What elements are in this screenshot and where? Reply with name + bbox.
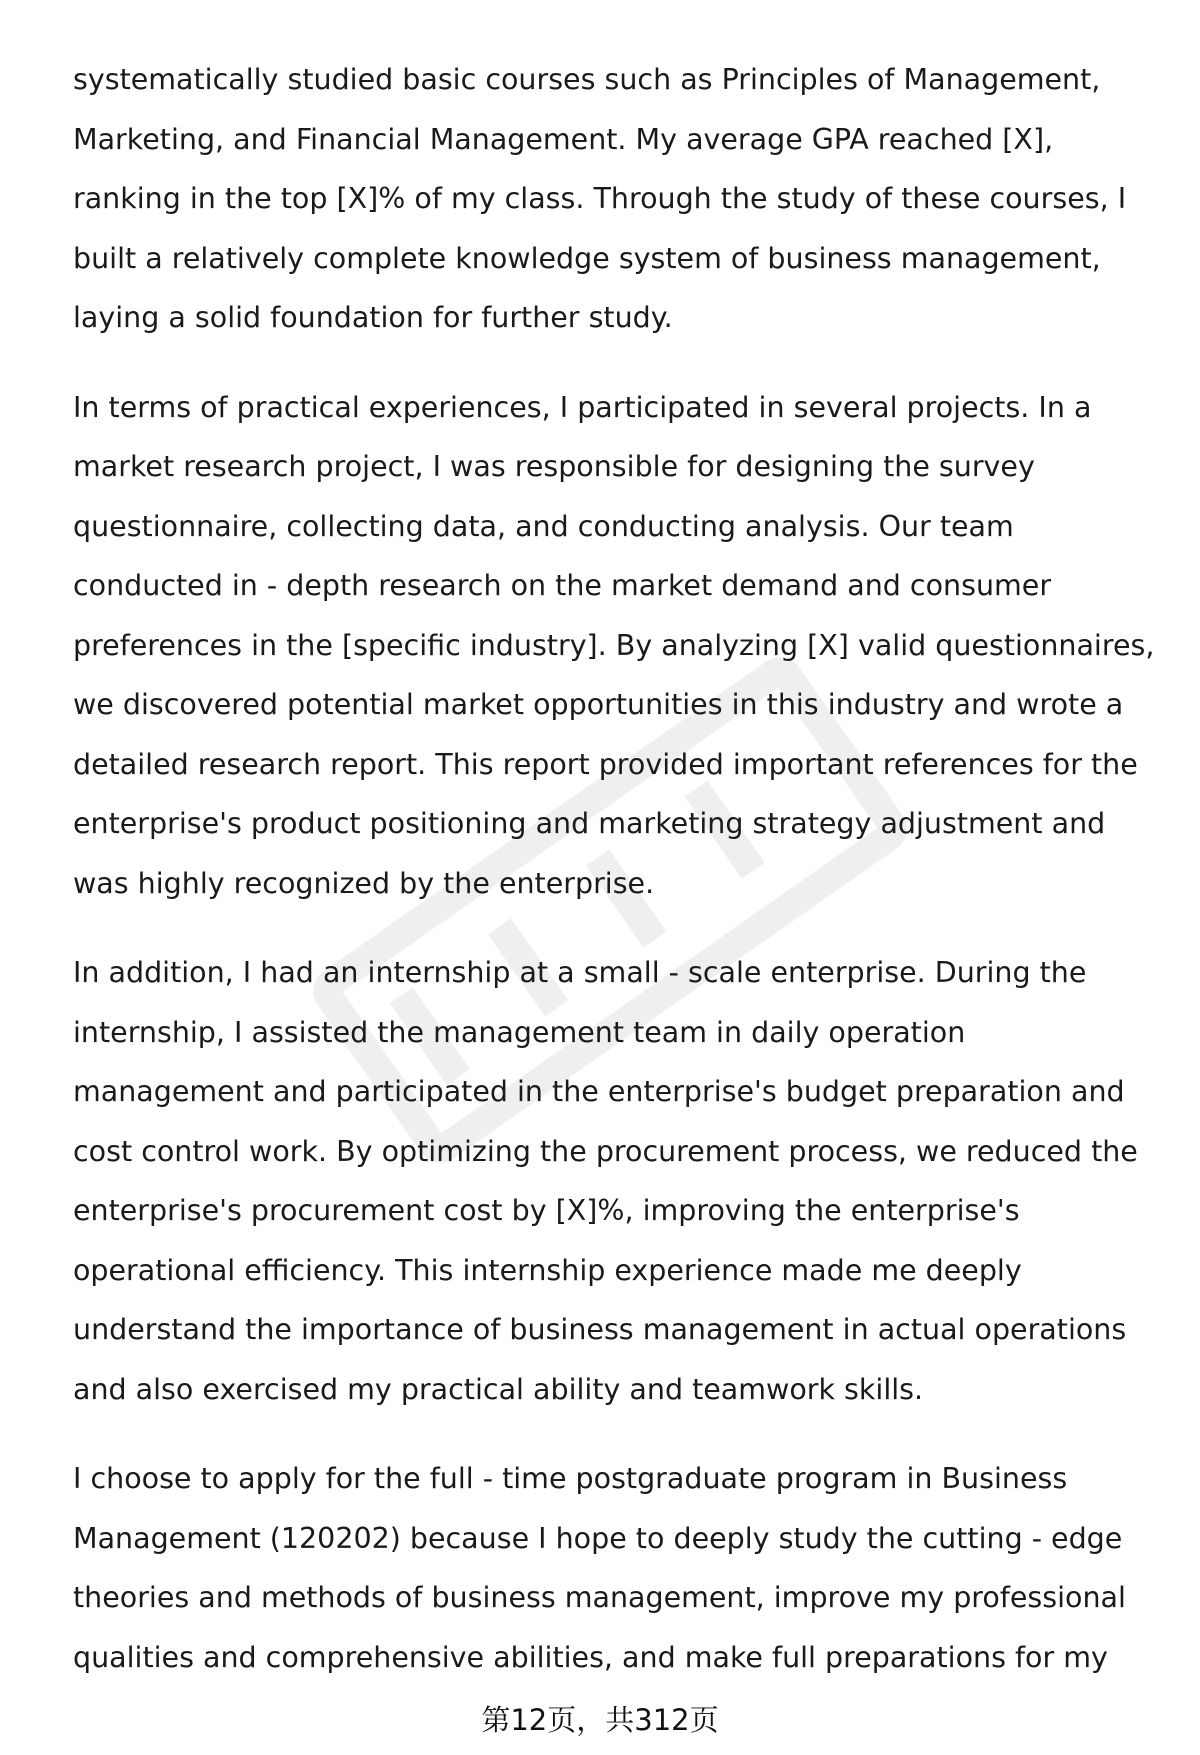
page-number-footer: 第12页，共312页 <box>481 1703 719 1737</box>
paragraph-coursework: systematically studied basic courses such as Principles of Management, Marketing, and Financial Management. My average GPA reached [X], ranking in the top [X]% of my class. Through the study of these courses, I built a relatively complete knowledge system of business management, laying a solid foundation for further study. <box>73 63 1127 334</box>
document-body <box>73 50 1163 1717</box>
paragraph-market-research: In terms of practical experiences, I participated in several projects. In a market research project, I was responsible for designing the survey questionnaire, collecting data, and conducting analysis. Our team conducted in - depth research on the market demand and consumer preferences in the [specific industry]. By analyzing [X] valid questionnaires, we discovered potential market opportunities in this industry and wrote a detailed research report. This report provided important references for the enterprise's product positioning and marketing strategy adjustment and was highly recognized by the enterprise. <box>73 390 1155 900</box>
paragraph-internship: In addition, I had an internship at a small - scale enterprise. During the internship, I assisted the management team in daily operation management and participated in the enterprise's budget preparation and cost control work. By optimizing the procurement process, we reduced the enterprise's procurement cost by [X]%, improving the enterprise's operational efficiency. This internship experience made me deeply understand the importance of business management in actual operations and also exercised my practical ability and teamwork skills. <box>73 956 1138 1406</box>
paragraph-motivation: I choose to apply for the full - time postgraduate program in Business Management (120202) because I hope to deeply study the cutting - edge theories and methods of business management, improve my professional qualities and comprehensive abilities, and make full preparations for my <box>73 1462 1126 1674</box>
